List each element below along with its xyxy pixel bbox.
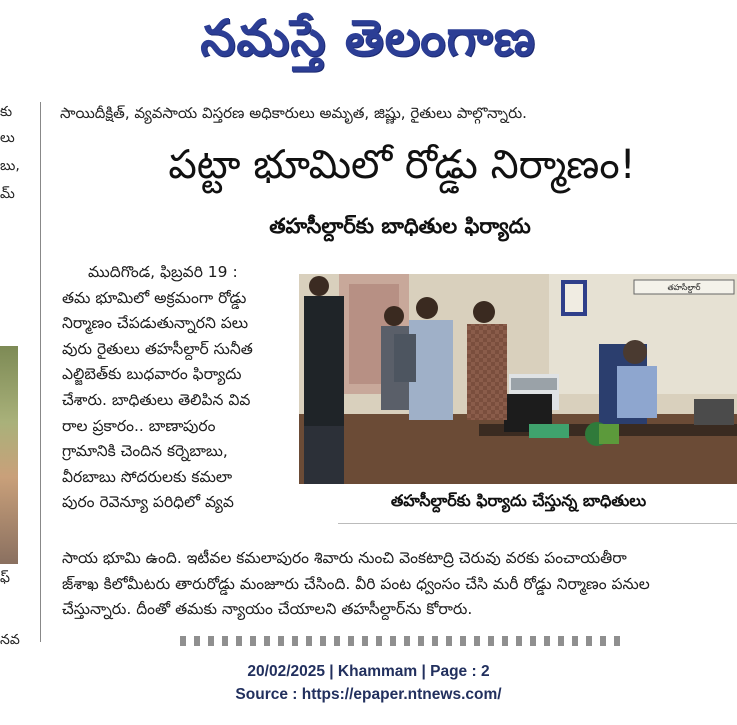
- fragment-text: నవ: [0, 632, 20, 648]
- column-divider: [40, 102, 41, 642]
- caption-rule: [338, 523, 737, 524]
- next-article-cut-edge: [180, 636, 620, 646]
- office-signboard: తహసీల్దార్: [667, 283, 701, 292]
- body-line: చేశారు. బాధితులు తెలిపిన వివ: [62, 390, 251, 409]
- newspaper-clipping: [0, 96, 737, 648]
- body-line: గ్రామానికి చెందిన కర్నెబాబు,: [62, 442, 228, 461]
- article-subheadline: తహసీల్దార్‌కు బాధితుల ఫిర్యాదు: [269, 214, 531, 238]
- news-photo: [299, 274, 737, 484]
- body-line: పురం రెవెన్యూ పరిధిలో వ్యవ: [62, 493, 234, 512]
- article-body-column: [62, 260, 290, 516]
- clipping-footer: [0, 660, 737, 706]
- source-link[interactable]: Source : https://epaper.ntnews.com/: [235, 686, 502, 703]
- edition-info: 20/02/2025 | Khammam | Page : 2: [247, 663, 490, 680]
- body-line: తమ భూమిలో అక్రమంగా రోడ్డు: [62, 288, 247, 307]
- body-line: వీరబాబు సోదరులకు కమలా: [62, 467, 233, 486]
- previous-article-end: సాయిదీక్షిత్, వ్యవసాయ విస్తరణ అధికారులు అమృత, జిష్ణు, రైతులు పాల్గొన్నారు.: [60, 104, 527, 122]
- body-line: ఎల్జిబెత్‌కు బుధవారం ఫిర్యాదు: [62, 365, 242, 384]
- photo-caption: తహసీల్దార్‌కు ఫిర్యాదు చేస్తున్న బాధితులు: [390, 491, 647, 510]
- body-line: సాయ భూమి ఉంది. ఇటీవల కమలాపురం శివారు నుంచి వెంకటాద్రి చెరువు వరకు పంచాయతీరా: [62, 549, 627, 567]
- adjacent-column-fragment: [0, 96, 22, 648]
- masthead: [0, 0, 737, 78]
- body-line: వురు రైతులు తహసీల్దార్ సునీత: [62, 339, 253, 358]
- fragment-text: మ్: [0, 186, 15, 202]
- article-headline: పట్టా భూమిలో రోడ్డు నిర్మాణం!: [168, 142, 636, 188]
- adjacent-photo-fragment: [0, 346, 18, 564]
- body-line: జ్‌శాఖ కిలోమీటరు తారురోడ్డు మంజూరు చేసింది. వీరి పంట ధ్వంసం చేసి మరీ రోడ్డు నిర్మాణం పనుల: [62, 574, 650, 593]
- body-line: చేస్తున్నారు. దీంతో తమకు న్యాయం చేయాలని తహసీల్దార్‌ను కోరారు.: [62, 600, 473, 619]
- dateline: ముదిగొండ, ఫిబ్రవరి 19 :: [88, 263, 238, 281]
- fragment-text: బు,: [0, 158, 20, 174]
- body-line: నిర్మాణం చేపడుతున్నారని పలు: [62, 314, 249, 333]
- body-line: రాల ప్రకారం.. బాణాపురం: [62, 416, 216, 435]
- fragment-text: లు: [0, 130, 15, 146]
- fragment-text: కు: [0, 104, 13, 120]
- article-body-full-width: [62, 546, 737, 623]
- newspaper-logo: నమస్తే తెలంగాణ: [200, 9, 536, 67]
- fragment-text: ఫ్: [0, 570, 10, 586]
